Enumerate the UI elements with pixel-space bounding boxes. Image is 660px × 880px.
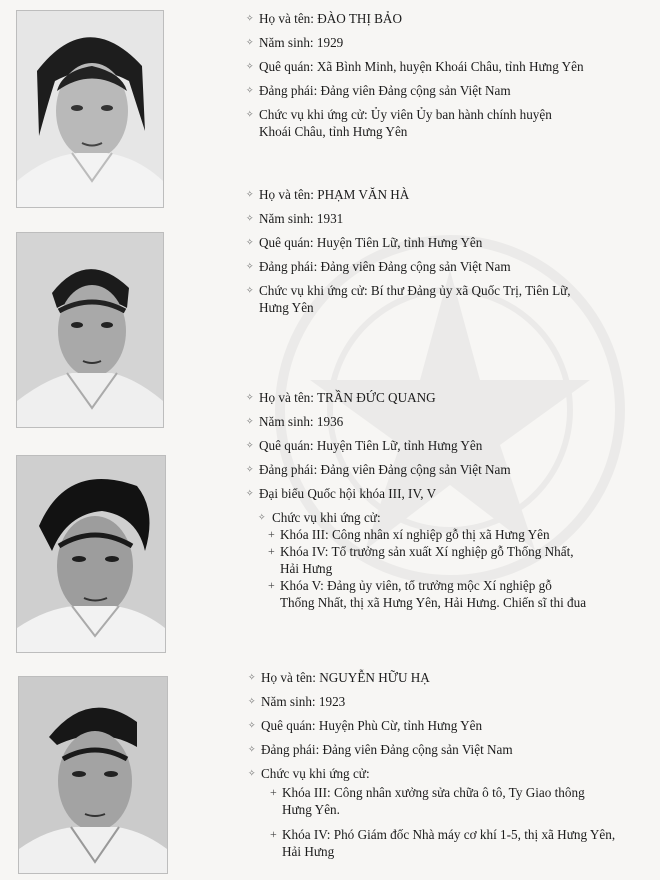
term-line: Khóa IV: Phó Giám đốc Nhà máy cơ khí 1-5, thị xã Hưng Yên, [282,827,616,842]
hometown-row [244,58,654,75]
portrait-photo-3 [16,455,166,653]
portrait-image [19,677,167,873]
portrait-photo-2 [16,232,164,428]
bullet-icon: ✧ [246,237,254,247]
portrait-image [17,233,163,427]
term-line: Khóa IV: Tổ trưởng sản xuất Xí nghiệp gỗ Thống Nhất, [280,544,574,559]
position-line-1: Ủy viên Ủy ban hành chính huyện [370,107,552,122]
position-row [244,106,654,140]
hometown-label: Quê quán: [259,438,317,453]
bullet-icon: ✧ [246,440,254,450]
bullet-icon: ✧ [246,213,254,223]
position-label: Chức vụ khi ứng cử: [272,510,381,525]
name-row [246,669,658,686]
person-info-3 [244,389,658,611]
portrait-photo-4 [18,676,168,874]
birth-year: 1923 [318,694,346,709]
plus-icon: + [270,785,277,799]
position-label: Chức vụ khi ứng cử: [259,283,371,298]
name-label: Họ và tên: [261,670,320,685]
bullet-icon: ✧ [246,37,254,47]
portrait-image [17,456,165,652]
person-info-4 [246,669,658,860]
plus-icon: + [268,527,275,541]
birth-row [244,34,654,51]
party-label: Đảng phái: [259,462,321,477]
birth-label: Năm sinh: [259,211,317,226]
party-label: Đảng phái: [259,83,321,98]
person-name: NGUYỄN HỮU HẠ [319,670,430,685]
person-name: ĐÀO THỊ BẢO [317,11,402,26]
term-item [244,526,658,543]
bullet-icon: ✧ [246,392,254,402]
term-item [246,784,658,818]
bullet-icon: ✧ [246,261,254,271]
birth-row [244,413,658,430]
bullet-icon: ✧ [246,189,254,199]
term-item [246,826,658,860]
hometown: Huyện Tiên Lữ, tỉnh Hưng Yên [316,235,483,250]
hometown: Huyện Tiên Lữ, tỉnh Hưng Yên [316,438,483,453]
bullet-icon: ✧ [258,512,266,522]
delegate-terms: Đại biểu Quốc hội khóa III, IV, V [259,486,437,501]
bullet-icon: ✧ [248,672,256,682]
position-line-2: Khoái Châu, tỉnh Hưng Yên [259,124,408,139]
hometown-label: Quê quán: [259,59,317,74]
term-line: Khóa III: Công nhân xưởng sửa chữa ô tô, Ty Giao thông [282,785,585,800]
party-label: Đảng phái: [259,259,321,274]
term-line: Hải Hưng [282,844,335,859]
party-row [244,258,654,275]
birth-label: Năm sinh: [259,35,317,50]
position-label: Chức vụ khi ứng cử: [259,107,371,122]
delegate-row [244,485,658,502]
birth-year: 1931 [316,211,344,226]
birth-label: Năm sinh: [259,414,317,429]
name-row [244,389,658,406]
plus-icon: + [270,827,277,841]
bullet-icon: ✧ [246,464,254,474]
birth-year: 1929 [316,35,344,50]
party-row [246,741,658,758]
bullet-icon: ✧ [248,768,256,778]
position-line-1: Bí thư Đảng ủy xã Quốc Trị, Tiên Lữ, [370,283,571,298]
party-label: Đảng phái: [261,742,323,757]
position-row [246,765,658,782]
portrait-image [17,11,163,207]
term-line: Hải Hưng [280,561,333,576]
hometown-row [244,234,654,251]
name-label: Họ và tên: [259,187,318,202]
name-label: Họ và tên: [259,390,317,405]
person-info-2 [244,186,654,323]
term-line: Thống Nhất, thị xã Hưng Yên, Hải Hưng. Chiến sĩ thi đua [280,595,587,610]
bullet-icon: ✧ [246,285,254,295]
party-row [244,82,654,99]
birth-year: 1936 [316,414,344,429]
name-row [244,186,654,203]
bullet-icon: ✧ [246,416,254,426]
position-line-2: Hưng Yên [259,300,314,315]
bullet-icon: ✧ [246,109,254,119]
person-name: TRẦN ĐỨC QUANG [317,390,436,405]
bullet-icon: ✧ [248,744,256,754]
bullet-icon: ✧ [246,85,254,95]
hometown-row [244,437,658,454]
hometown-row [246,717,658,734]
birth-row [246,693,658,710]
name-row [244,10,654,27]
party: Đảng viên Đảng cộng sản Việt Nam [320,259,511,274]
bullet-icon: ✧ [248,720,256,730]
term-item [244,543,658,577]
party: Đảng viên Đảng cộng sản Việt Nam [322,742,513,757]
portrait-photo-1 [16,10,164,208]
party-row [244,461,658,478]
term-line: Khóa III: Công nhân xí nghiệp gỗ thị xã Hưng Yên [280,527,550,542]
bullet-icon: ✧ [246,13,254,23]
term-item [244,577,658,611]
position-row [244,282,654,316]
position-label: Chức vụ khi ứng cử: [261,766,370,781]
person-name: PHẠM VĂN HÀ [317,187,410,202]
hometown-label: Quê quán: [259,235,317,250]
position-row [244,509,658,526]
term-line: Hưng Yên. [282,802,340,817]
party: Đảng viên Đảng cộng sản Việt Nam [320,462,511,477]
person-info-1 [244,10,654,147]
hometown: Xã Bình Minh, huyện Khoái Châu, tỉnh Hưng Yên [316,59,584,74]
term-line: Khóa V: Đảng ủy viên, tổ trưởng mộc Xí nghiệp gỗ [280,578,552,593]
hometown: Huyện Phù Cừ, tỉnh Hưng Yên [318,718,483,733]
party: Đảng viên Đảng cộng sản Việt Nam [320,83,511,98]
plus-icon: + [268,544,275,558]
hometown-label: Quê quán: [261,718,319,733]
birth-label: Năm sinh: [261,694,319,709]
bullet-icon: ✧ [248,696,256,706]
name-label: Họ và tên: [259,11,318,26]
birth-row [244,210,654,227]
bullet-icon: ✧ [246,61,254,71]
bullet-icon: ✧ [246,488,254,498]
plus-icon: + [268,578,275,592]
